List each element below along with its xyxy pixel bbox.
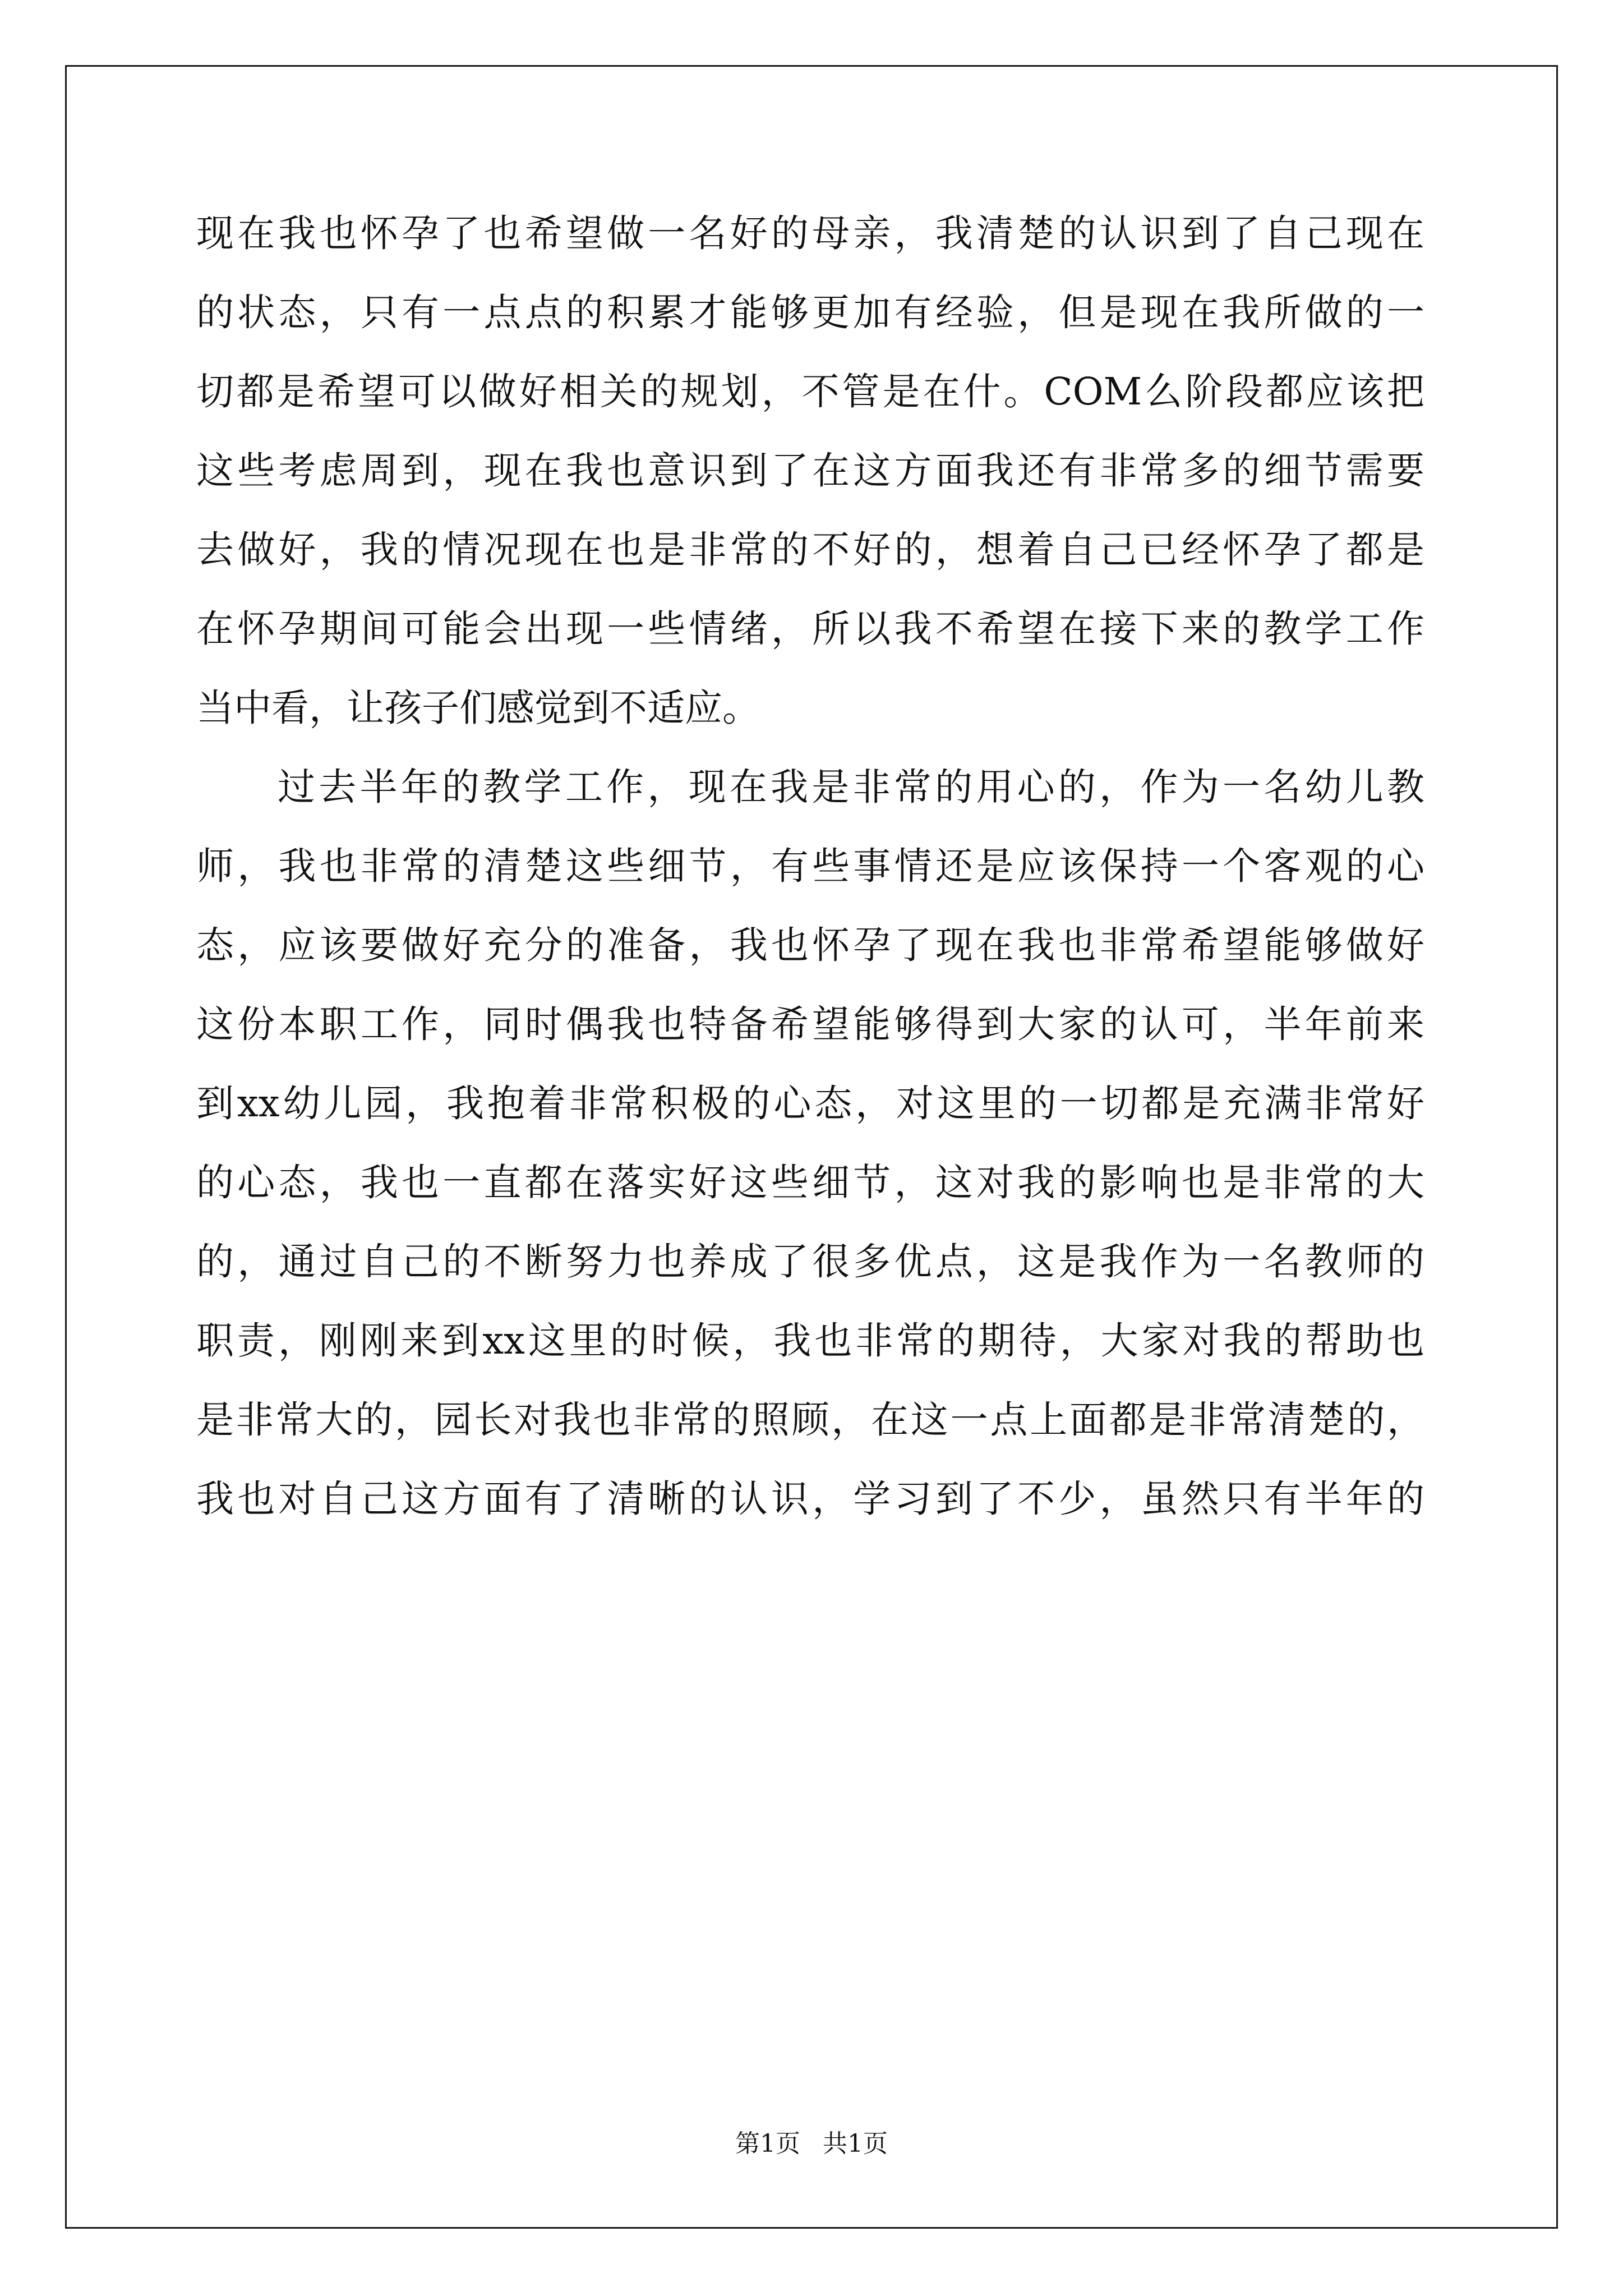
text-line: 的心态，我也一直都在落实好这些细节，这对我的影响也是非常的大 bbox=[196, 1161, 1424, 1204]
text-line: 这份本职工作，同时偶我也特备希望能够得到大家的认可，半年前来 bbox=[196, 1002, 1424, 1046]
page-number: 第1页 bbox=[735, 2129, 800, 2158]
text-line: 去做好，我的情况现在也是非常的不好的，想着自己已经怀孕了都是 bbox=[196, 528, 1424, 572]
page-footer bbox=[0, 2129, 1623, 2158]
text-line: 现在我也怀孕了也希望做一名好的母亲，我清楚的认识到了自己现在 bbox=[196, 211, 1424, 255]
text-line: 这些考虑周到，现在我也意识到了在这方面我还有非常多的细节需要 bbox=[196, 449, 1424, 493]
text-line: 的，通过自己的不断努力也养成了很多优点，这是我作为一名教师的 bbox=[196, 1240, 1424, 1283]
paragraph-first-line: 过去半年的教学工作，现在我是非常的用心的，作为一名幼儿教 bbox=[278, 765, 1424, 809]
text-line: 当中看，让孩子们感觉到不适应。 bbox=[196, 686, 760, 730]
text-line: 师，我也非常的清楚这些细节，有些事情还是应该保持一个客观的心 bbox=[196, 844, 1424, 888]
text-line: 我也对自己这方面有了清晰的认识，学习到了不少，虽然只有半年的 bbox=[196, 1477, 1424, 1521]
text-line: 是非常大的，园长对我也非常的照顾，在这一点上面都是非常清楚的， bbox=[196, 1398, 1424, 1442]
text-line: 的状态，只有一点点的积累才能够更加有经验，但是现在我所做的一 bbox=[196, 291, 1424, 334]
text-line: 到xx幼儿园，我抱着非常积极的心态，对这里的一切都是充满非常好 bbox=[196, 1082, 1424, 1125]
page-total: 共1页 bbox=[823, 2129, 888, 2158]
text-line: 切都是希望可以做好相关的规划，不管是在什。COM么阶段都应该把 bbox=[196, 370, 1424, 413]
text-line: 在怀孕期间可能会出现一些情绪，所以我不希望在接下来的教学工作 bbox=[196, 607, 1424, 651]
text-line: 态，应该要做好充分的准备，我也怀孕了现在我也非常希望能够做好 bbox=[196, 923, 1424, 967]
text-line: 职责，刚刚来到xx这里的时候，我也非常的期待，大家对我的帮助也 bbox=[196, 1319, 1424, 1363]
